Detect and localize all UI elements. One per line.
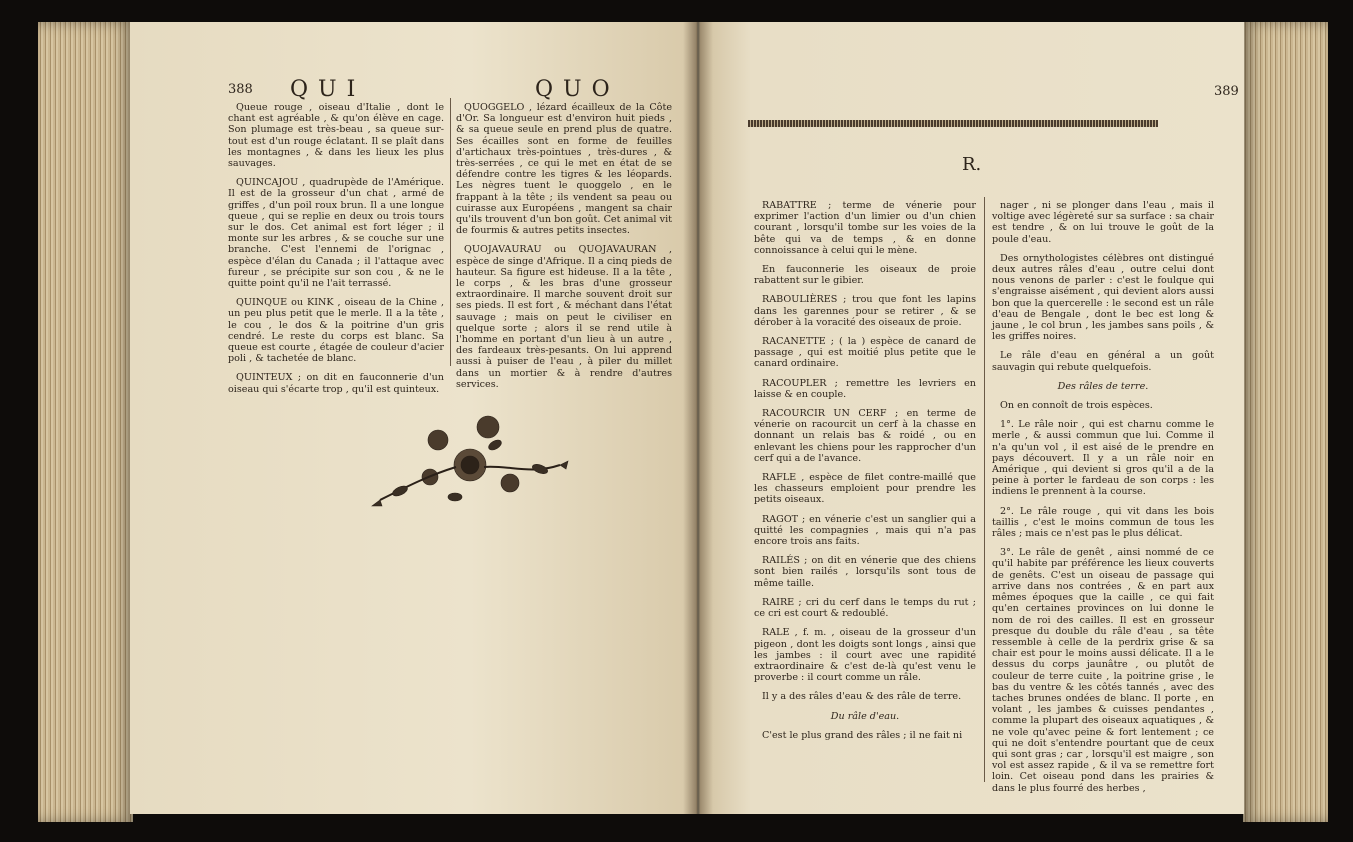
- entry-rale: RALE , f. m. , oiseau de la grosseur d'un pigeon , dont les doigts sont longs , ainsi que les jambes : il court avec une rapidité extraordinaire & c'est de-là qu'est venu le proverbe : il court comme un râle.: [754, 627, 976, 684]
- running-header-quo: QUO: [535, 77, 620, 102]
- entry-quinteux: QUINTEUX ; on dit en fauconnerie d'un oiseau qui s'écarte trop , qu'il est quinteux.: [228, 372, 444, 395]
- entry-raboulieres: RABOULIÈRES ; trou que font les lapins dans les garennes pour se retirer , & se dérober à la voracité des oiseaux de proie.: [754, 294, 976, 328]
- left-page-edges: [38, 22, 133, 822]
- column-divider-right: [984, 197, 985, 782]
- right-column-1: [754, 200, 976, 749]
- entry-quojavaurau: QUOJAVAURAU ou QUOJAVAURAN , espèce de singe d'Afrique. Il a cinq pieds de hauteur. Sa figure est hideuse. Il a la tête , le corps , & les bras d'une grosseur extraordinaire. Il marche souvent droit sur ses pieds. Il est fort , & méchant dans l'état sauvage ; mais on peut le civiliser en quelque sorte ; alors il se rend utile à l'homme en portant d'un lieu à un autre , des fardeaux très-pesants. On lui apprend aussi à puiser de l'eau , à piler du millet dans un mortier & à rendre d'autres services.: [456, 244, 672, 390]
- entry-rale-rouge: 2°. Le râle rouge , qui vit dans les bois taillis , c'est le moins commun de tous les râles ; mais ce n'est pas le plus délicat.: [992, 505, 1214, 540]
- book-gutter: [683, 22, 713, 814]
- right-page: [696, 22, 1244, 814]
- entry-rale-genet: 3°. Le râle de genêt , ainsi nommé de ce qu'il habite par préférence les lieux couverts de genêts. C'est un oiseau de passage qui arrive dans nos contrées , & en part aux mêmes époques que la caille , ce qui fait qu'en certaines provinces on lui donne le nom de roi des cailles. Il est en grosseur presque du double du râle d'eau , sa tête ressemble à celle de la perdrix grise & sa chair est pour le moins aussi délicate. Il a le dessus du corps jaunâtre , ou plutôt de couleur de terre cuite , la poitrine grise , le bas du ventre & les côtés tannés , avec des taches brunes ondées de blanc. Il porte , en volant , les jambes & cuisses pendantes , comme la plupart des oiseaux aquatiques , & ne vole qu'avec peine & fort lentement ; ce qui ne doit s'entendre pourtant que de ceux qui sont gras ; car , lorsqu'il est maigre , son vol est assez rapide , & il va se remettre fort loin. Cet oiseau pond dans les prairies & dans le plus fourré des herbes ,: [992, 547, 1214, 794]
- entry-queue-rouge: Queue rouge , oiseau d'Italie , dont le chant est agréable , & qu'on élève en cage. Son plumage est très-beau , sa queue sur-tout est d'un rouge éclatant. Il se plaît dans les montagnes , & dans les lieux les plus sauvages.: [228, 102, 444, 170]
- entry-rale-deau-start: C'est le plus grand des râles ; il ne fait ni: [762, 729, 963, 741]
- left-page: [130, 22, 696, 814]
- entry-ornythologistes: Des ornythologistes célèbres ont distingué deux autres râles d'eau , outre celui dont nous venons de parler : c'est le foulque qui s'engraisse aisément , qui devient alors aussi bon que la quercerelle : le second est un râle d'eau de Bengale , dont le bec est long & jaune , le col brun , les jambes sans poils , & les griffes noires.: [992, 252, 1214, 343]
- entry-rafle: RAFLE , espèce de filet contre-maillé que les chasseurs emploient pour prendre les petits oiseaux.: [754, 472, 976, 506]
- left-column-2: [456, 102, 672, 398]
- entry-racanette: RACANETTE ; ( la ) espèce de canard de passage , qui est moitié plus petite que le canard ordinaire.: [754, 336, 976, 370]
- entry-raire: RAIRE ; cri du cerf dans le temps du rut ; ce cri est court & redoublé.: [754, 596, 976, 620]
- decorative-band: [748, 120, 1158, 127]
- entry-quincajou: QUINCAJOU , quadrupède de l'Amérique. Il est de la grosseur d'un chat , armé de griffes , d'un poil roux brun. Il a une longue queue , qui se replie en deux ou trois tours sur le dos. Cet animal est fort léger ; il monte sur les arbres , & se couche sur une branche. C'est l'ennemi de l'orignac , espèce d'élan du Canada ; il l'attaque avec fureur , se précipite sur son cou , & ne le quitte point qu'il ne l'ait terrassé.: [228, 177, 444, 290]
- page-number-right: 389: [1214, 84, 1239, 99]
- entry-railes: RAILÉS ; on dit en vénerie que des chiens sont bien railés , lorsqu'ils sont tous de même taille.: [754, 555, 976, 589]
- entry-gout-sauvagin: Le râle d'eau en général a un goût sauvagin qui rebute quelquefois.: [992, 350, 1214, 373]
- left-column-1: [228, 102, 444, 403]
- entry-ragot: RAGOT ; en vénerie c'est un sanglier qui a quitté les compagnies , mais qui n'a pas encore trois ans faits.: [754, 513, 976, 548]
- entry-racourcir: RACOURCIR UN CERF ; en terme de vénerie on racourcit un cerf à la chasse en donnant un relais bas & roidé , ou en enlevant les chiens pour les rapprocher d'un cerf qui a de l'avance.: [754, 408, 976, 464]
- right-page-edges: [1243, 22, 1328, 822]
- running-header-qui: QUI: [290, 77, 366, 102]
- subheading-rale-deau: Du râle d'eau.: [830, 710, 900, 722]
- subheading-rales-terre: Des râles de terre.: [1057, 380, 1149, 392]
- open-book: [38, 12, 1328, 830]
- section-letter: R.: [962, 154, 982, 175]
- entry-trois-especes: On en connoît de trois espèces.: [1000, 400, 1153, 412]
- entry-racoupler: RACOUPLER ; remettre les levriers en laisse & en couple.: [754, 377, 976, 400]
- entry-rales-types: Il y a des râles d'eau & des râle de terre.: [762, 691, 962, 703]
- entry-fauconnerie: En fauconnerie les oiseaux de proie rabattent sur le gibier.: [754, 264, 976, 287]
- page-number-left: 388: [228, 82, 253, 97]
- entry-rabattre: RABATTRE ; terme de vénerie pour exprimer l'action d'un limier ou d'un chien courant , lorsqu'il tombe sur les voies de la bête qui va de temps , & en donne connoissance à celui qui le mène.: [754, 200, 976, 256]
- entry-rale-noir: 1°. Le râle noir , qui est charnu comme le merle , & aussi commun que lui. Comme il n'a qu'un vol , il est aisé de le prendre en pays découvert. Il y a un râle noir en Amérique , qui devient si gros qu'il a de la peine à porter le fardeau de son corps : les indiens le prennent à la course.: [992, 419, 1214, 498]
- column-divider: [450, 98, 451, 366]
- right-column-2: [992, 200, 1214, 802]
- entry-quoggelo: QUOGGELO , lézard écailleux de la Côte d'Or. Sa longueur est d'environ huit pieds , & sa queue seule en prend plus de quatre. Ses écailles sont en forme de feuilles d'artichaux très-pointues , très-dures , & très-serrées , ce qui le met en état de se défendre contre les tigres & les léopards. Les nègres tuent le quoggelo , en le frappant à la tête ; ils vendent sa peau ou cuirasse aux Européens , mangent sa chair qu'ils trouvent d'un bon goût. Cet animal vit de fourmis & autres petits insectes.: [456, 102, 672, 237]
- floral-ornament-icon: [360, 405, 580, 520]
- entry-quinque: QUINQUE ou KINK , oiseau de la Chine , un peu plus petit que le merle. Il a la tête , le cou , le dos & la poitrine d'un gris cendré. Le reste du corps est blanc. Sa queue est courte , étagée de couleur d'acier poli , & tachetée de blanc.: [228, 297, 444, 365]
- entry-rale-deau-cont: nager , ni se plonger dans l'eau , mais il voltige avec légèreté sur sa surface : sa chair est tendre , & on lui trouve le goût de la poule d'eau.: [992, 200, 1214, 245]
